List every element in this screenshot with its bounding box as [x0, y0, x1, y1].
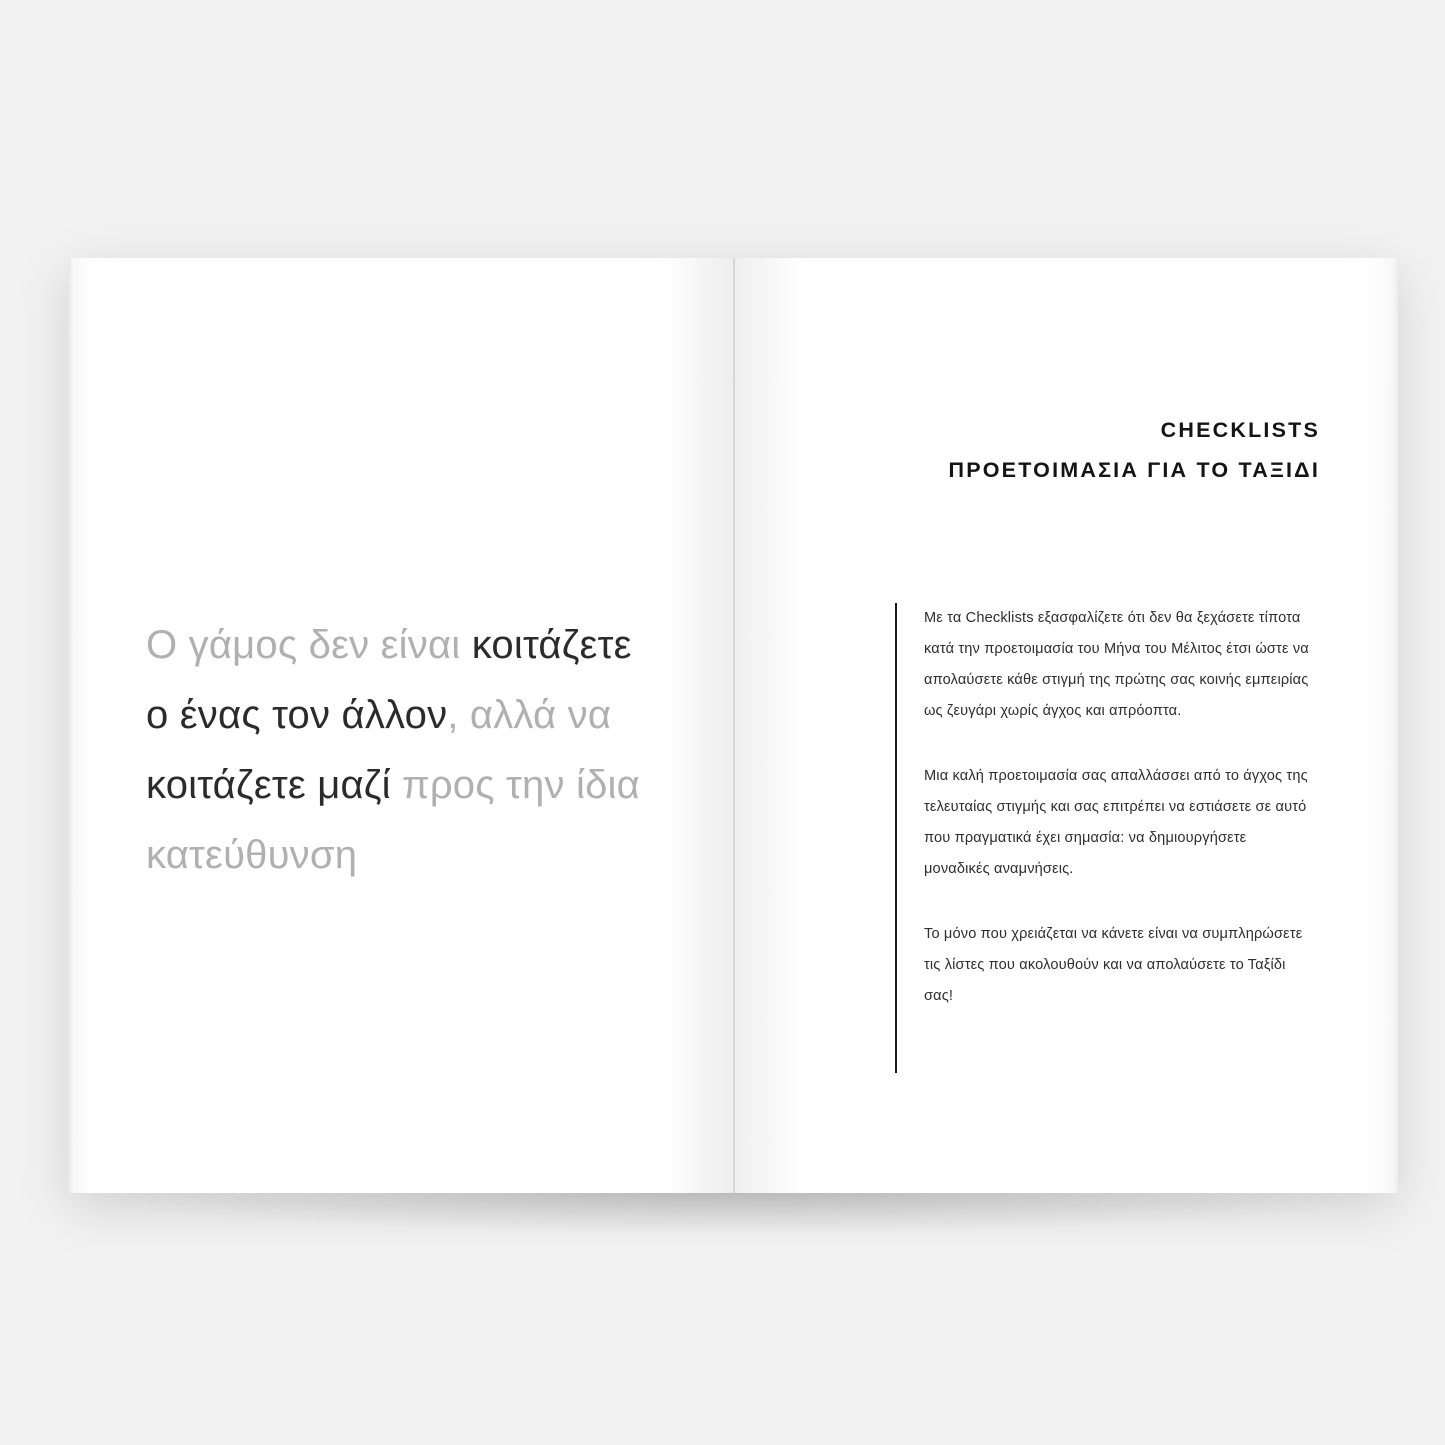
quote-segment-2-emphasis: κοιτάζετε ο ένας τον άλλον: [146, 623, 632, 737]
intro-paragraph-2: Μια καλή προετοιμασία σας απαλλάσσει από το άγχος της τελευταίας στιγμής και σας επιτρέπει να εστιάσετε σε αυτό που πραγματικά έχει σημασία: να δημιουργήσετε μοναδικές αναμνήσεις.: [924, 768, 1308, 877]
quote-segment-1: Ο γάμος δεν είναι: [146, 623, 472, 667]
heading-line-1: CHECKLISTS: [1160, 418, 1320, 442]
open-book: [68, 258, 1398, 1193]
pull-quote: [146, 610, 646, 890]
right-page: [733, 258, 1398, 1193]
intro-paragraph-1: Με τα Checklists εξασφαλίζετε ότι δεν θα ξεχάσετε τίποτα κατά την προετοιμασία του Μήνα του Μέλιτος έτσι ώστε να απολαύσετε κάθε στιγμή της πρώτης σας κοινής εμπειρίας ως ζευγάρι χωρίς άγχος και απρόοπτα.: [924, 610, 1309, 719]
book-bottom-shadow: [92, 1190, 1372, 1232]
intro-paragraph-3: Το μόνο που χρειάζεται να κάνετε είναι να συμπληρώσετε τις λίστες που ακολουθούν και να απολαύσετε το Ταξίδι σας!: [924, 926, 1303, 1004]
quote-segment-3: , αλλά να: [447, 693, 612, 737]
quote-segment-4-emphasis: κοιτάζετε μαζί: [146, 763, 391, 807]
quote-segment-5: προς την ίδια κατεύθυνση: [146, 763, 640, 877]
left-page: [68, 258, 733, 1193]
heading-line-2: ΠΡΟΕΤΟΙΜΑΣΙΑ ΓΙΑ ΤΟ ΤΑΞΙΔΙ: [948, 458, 1320, 482]
page-heading: [948, 418, 1320, 483]
intro-text-block: [895, 603, 1315, 1073]
book-gutter: [733, 258, 735, 1193]
